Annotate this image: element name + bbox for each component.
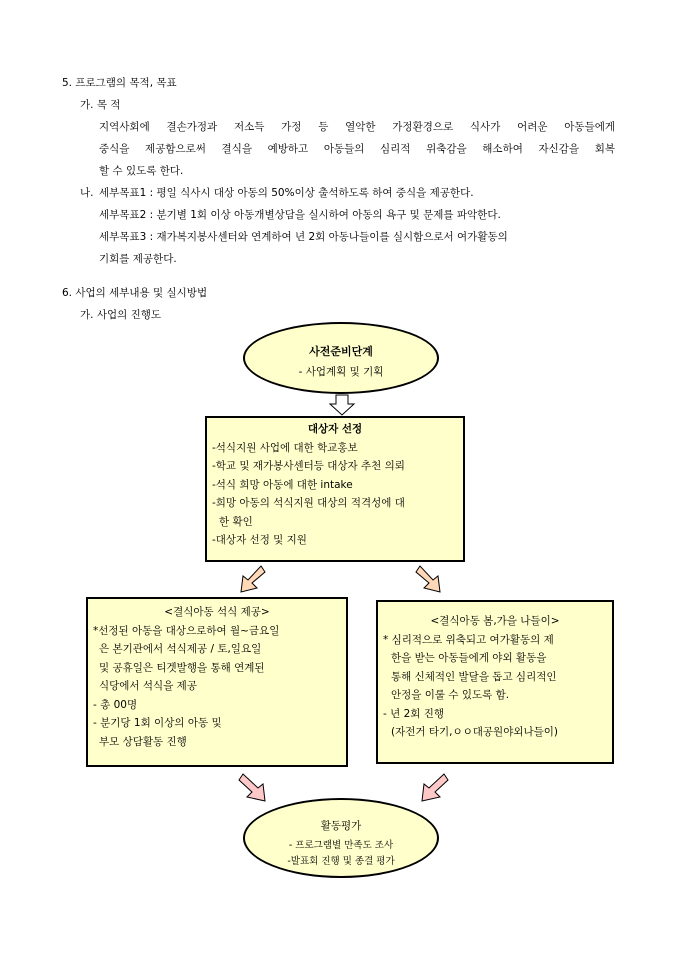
purpose-line-3: 할 수 있도록 한다. bbox=[99, 165, 184, 177]
target-selection-box bbox=[205, 416, 465, 562]
evaluation-ellipse bbox=[243, 798, 439, 878]
outing-line-2: 한을 받는 아동들에게 야외 활동을 bbox=[391, 652, 547, 664]
selection-line-6: -대상자 선정 및 지원 bbox=[212, 534, 307, 546]
goal-1: 세부목표1 : 평일 식사시 대상 아동의 50%이상 출석하도록 하여 중식을 제공한다. bbox=[99, 187, 474, 199]
outing-line-3: 통해 신체적인 발달을 돕고 심리적인 bbox=[391, 670, 557, 683]
selection-title: 대상자 선정 bbox=[307, 423, 363, 435]
outing-line-1: * 심리적으로 위축되고 여가활동의 제 bbox=[383, 633, 554, 646]
down-right-arrow-icon bbox=[414, 564, 444, 594]
selection-line-1: -석식지원 사업에 대한 학교홍보 bbox=[212, 441, 358, 454]
outing-box bbox=[376, 600, 614, 764]
section-6-subheading: 가. 사업의 진행도 bbox=[80, 309, 162, 321]
evaluation-line-1: - 프로그램별 만족도 조사 bbox=[288, 840, 394, 851]
section-6-heading: 6. 사업의 세부내용 및 실시방법 bbox=[62, 287, 208, 299]
prep-stage-line: - 사업계획 및 기획 bbox=[298, 366, 384, 378]
selection-line-4: -희망 아동의 석식지원 대상의 적격성에 대 bbox=[212, 497, 405, 509]
prep-stage-ellipse bbox=[243, 322, 439, 394]
down-left-arrow-icon bbox=[237, 564, 267, 594]
selection-line-2: -학교 및 재가봉사센터등 대상자 추천 의뢰 bbox=[212, 460, 405, 472]
meal-title: <결식아동 석식 제공> bbox=[164, 606, 270, 618]
goal-3: 세부목표3 : 재가복지봉사센터와 연계하여 년 2회 아동나들이를 실시함으로서 여가활동의 bbox=[99, 231, 508, 243]
outing-title: <결식아동 봄,가을 나들이> bbox=[430, 615, 560, 627]
meal-line-5: - 총 00명 bbox=[93, 698, 138, 711]
outing-line-6: (자전거 타기,ㅇㅇ대공원야외나들이) bbox=[391, 726, 559, 738]
meal-line-6: - 분기당 1회 이상의 아동 및 bbox=[93, 717, 222, 729]
goal-3-continuation: 기회를 제공한다. bbox=[99, 253, 177, 265]
meal-line-1: *선정된 아동을 대상으로하여 월~금요일 bbox=[93, 624, 280, 637]
selection-line-3: -석식 희망 아동에 대한 intake bbox=[212, 478, 353, 491]
goal-2: 세부목표2 : 분기별 1회 이상 아동개별상담을 실시하여 아동의 욕구 및 문제를 파악한다. bbox=[99, 209, 501, 221]
prep-stage-title: 사전준비단계 bbox=[309, 345, 373, 358]
section-5-heading: 5. 프로그램의 목적, 목표 bbox=[62, 77, 177, 89]
meal-line-2: 은 본기관에서 석식제공 / 토,일요일 bbox=[99, 643, 262, 655]
down-arrow-icon bbox=[328, 394, 356, 416]
purpose-label: 가. 목 적 bbox=[80, 99, 121, 111]
down-left-eval-arrow-icon bbox=[418, 772, 450, 804]
evaluation-title: 활동평가 bbox=[320, 820, 362, 832]
purpose-line-1: 지역사회에 결손가정과 저소득 가정 등 열악한 가정환경으로 식사가 어려운 아동들에게 bbox=[99, 121, 615, 133]
meal-provision-box bbox=[86, 597, 348, 767]
outing-line-4: 안정을 이룰 수 있도록 함. bbox=[391, 689, 510, 701]
evaluation-line-2: -발표회 진행 및 종결 평가 bbox=[287, 856, 395, 867]
outing-line-5: - 년 2회 진행 bbox=[383, 707, 445, 720]
purpose-line-2: 중식을 제공함으로써 결식을 예방하고 아동들의 심리적 위축감을 해소하여 자신감을 회복 bbox=[99, 143, 615, 155]
goals-label: 나. bbox=[80, 187, 94, 199]
selection-line-5: 한 확인 bbox=[219, 515, 253, 528]
meal-line-3: 및 공휴일은 티겟발행을 통해 연계된 bbox=[99, 661, 265, 674]
meal-line-7: 부모 상담활동 진행 bbox=[99, 735, 187, 748]
down-right-eval-arrow-icon bbox=[237, 772, 269, 804]
meal-line-4: 식당에서 석식을 제공 bbox=[99, 680, 197, 692]
